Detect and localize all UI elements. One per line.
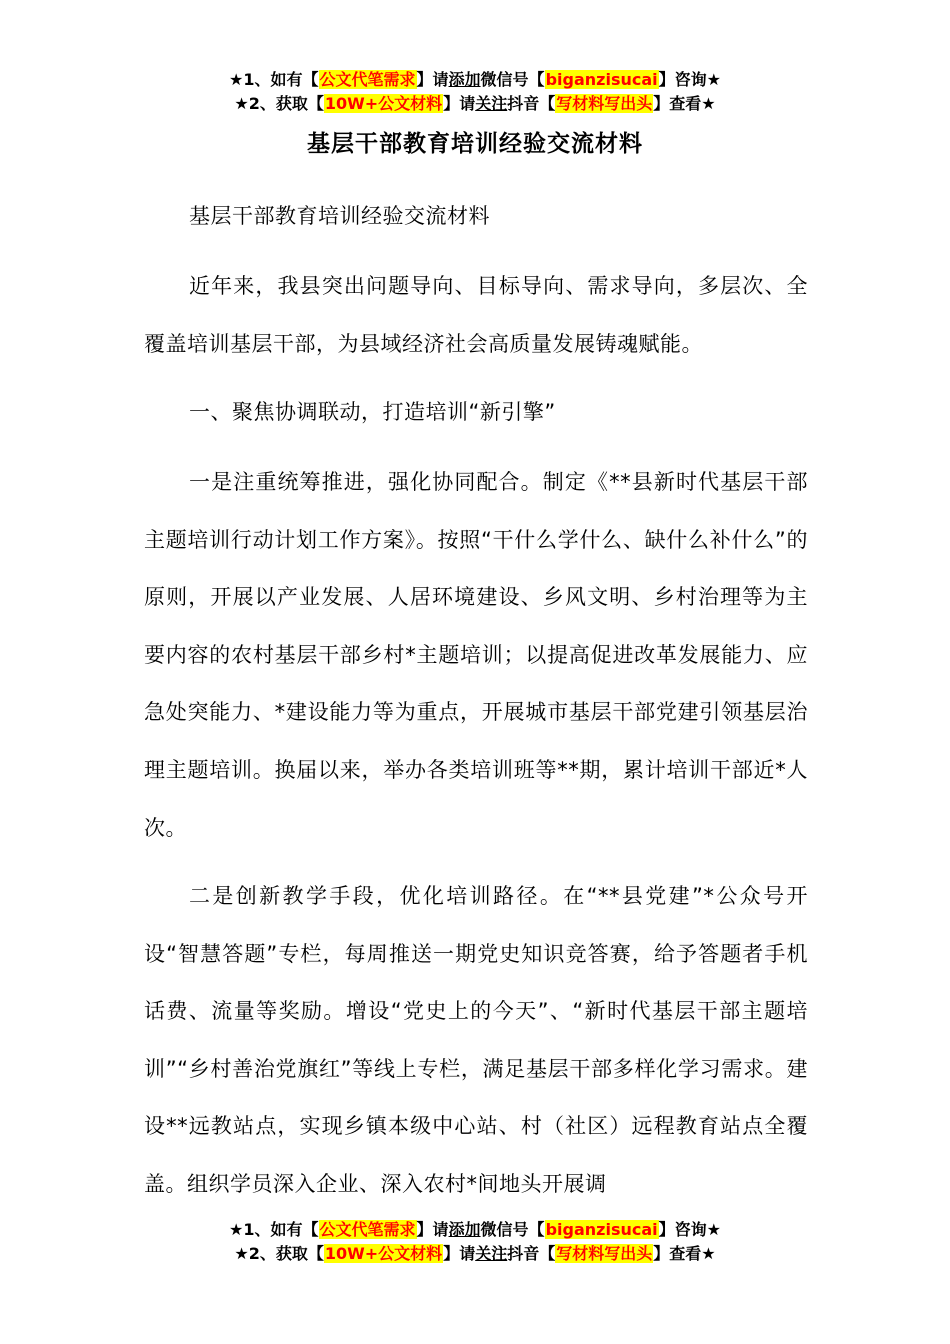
document-subtitle: 基层干部教育培训经验交流材料 xyxy=(189,204,490,228)
highlight-writing-service: 公文代笔需求 xyxy=(319,1220,416,1239)
document-title: 基层干部教育培训经验交流材料 xyxy=(307,131,643,157)
footer-banner xyxy=(0,1218,950,1266)
banner-line-1: ★1、如有【公文代笔需求】请添加微信号【biganzisucai】咨询★ xyxy=(229,70,721,89)
banner-line-2: ★2、获取【10W+公文材料】请关注抖音【写材料写出头】查看★ xyxy=(234,94,716,113)
highlight-douyin-account: 写材料写出头 xyxy=(556,94,653,113)
highlight-materials: 10W+公文材料 xyxy=(324,94,443,113)
highlight-wechat-id: biganzisucai xyxy=(545,70,658,89)
banner-line-1: ★1、如有【公文代笔需求】请添加微信号【biganzisucai】咨询★ xyxy=(229,1220,721,1239)
highlight-materials: 10W+公文材料 xyxy=(324,1244,443,1263)
banner-line-2: ★2、获取【10W+公文材料】请关注抖音【写材料写出头】查看★ xyxy=(234,1244,716,1263)
section-heading-1: 一、聚焦协调联动，打造培训“新引擎” xyxy=(189,400,556,424)
highlight-writing-service: 公文代笔需求 xyxy=(319,70,416,89)
header-banner xyxy=(0,68,950,116)
intro-paragraph: 近年来，我县突出问题导向、目标导向、需求导向，多层次、全覆盖培训基层干部，为县域经济社会高质量发展铸魂赋能。 xyxy=(144,274,808,356)
highlight-douyin-account: 写材料写出头 xyxy=(556,1244,653,1263)
paragraph-point-two: 二是创新教学手段，优化培训路径。在“**县党建”*公众号开设“智慧答题”专栏，每周推送一期党史知识竞答赛，给予答题者手机话费、流量等奖励。增设“党史上的今天”、“新时代基层干部主题培训”“乡村善治党旗红”等线上专栏，满足基层干部多样化学习需求。建设**远教站点，实现乡镇本级中心站、村（社区）远程教育站点全覆盖。组织学员深入企业、深入农村*间地头开展调 xyxy=(144,884,808,1196)
highlight-wechat-id: biganzisucai xyxy=(545,1220,658,1239)
paragraph-point-one: 一是注重统筹推进，强化协同配合。制定《**县新时代基层干部主题培训行动计划工作方案》。按照“干什么学什么、缺什么补什么”的原则，开展以产业发展、人居环境建设、乡风文明、乡村治理等为主要内容的农村基层干部乡村*主题培训；以提高促进改革发展能力、应急处突能力、*建设能力等为重点，开展城市基层干部党建引领基层治理主题培训。换届以来，举办各类培训班等**期，累计培训干部近*人次。 xyxy=(144,470,808,840)
